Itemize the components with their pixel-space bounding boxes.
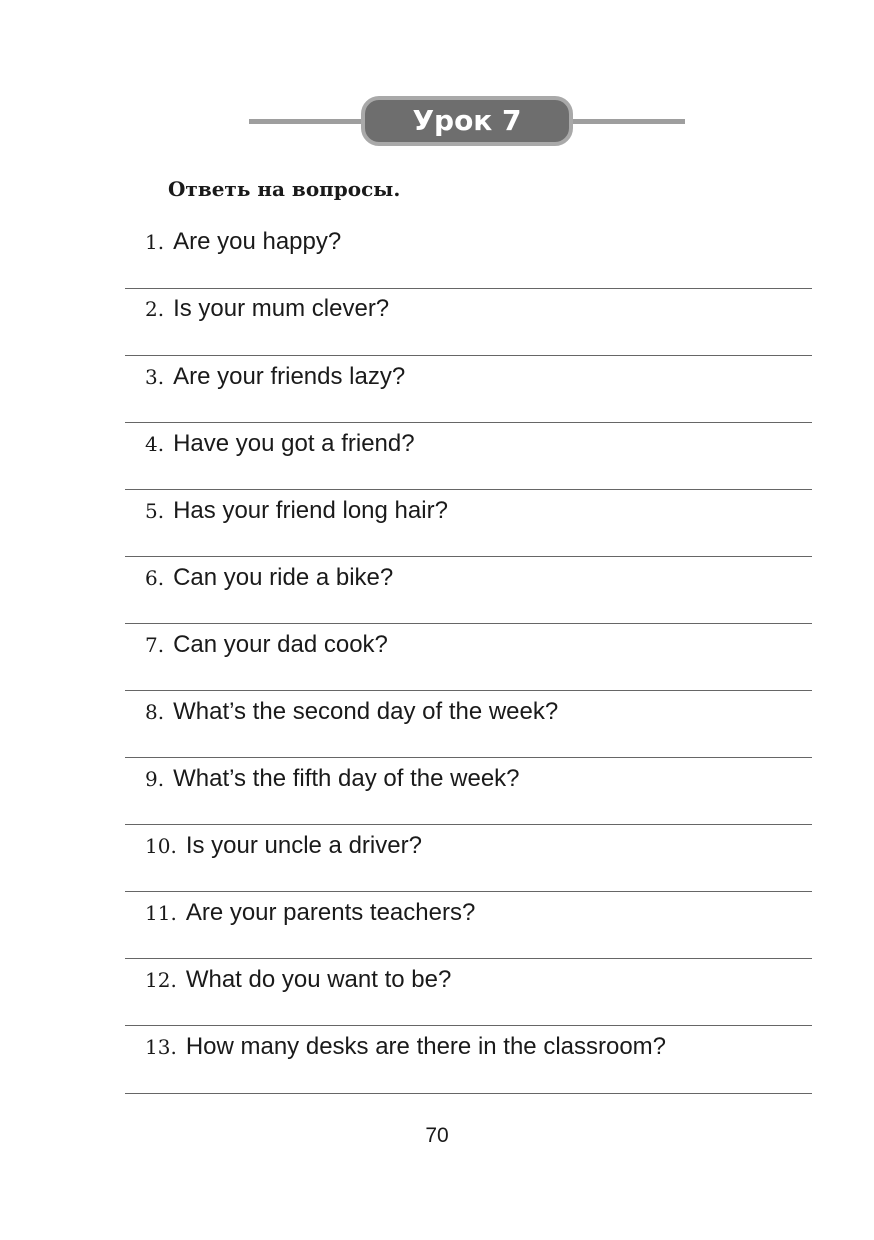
question-number: 6. [145,566,165,590]
question-item [145,899,475,927]
answer-line[interactable] [125,958,812,959]
question-item [145,698,558,726]
question-text: Can your dad cook? [173,631,388,658]
question-number: 5. [145,499,165,523]
instruction-heading: Ответь на вопросы. [168,177,401,201]
question-item [145,765,520,793]
question-number: 8. [145,700,165,724]
answer-line[interactable] [125,824,812,825]
question-item [145,295,389,323]
question-number: 7. [145,633,165,657]
question-number: 3. [145,365,165,389]
question-text: Have you got a friend? [173,430,415,457]
question-item [145,430,415,458]
answer-line[interactable] [125,690,812,691]
question-text: Has your friend long hair? [173,497,448,524]
question-text: Is your uncle a driver? [185,832,422,859]
header-rule-left [249,119,365,124]
page-number: 70 [425,1124,449,1147]
lesson-title-badge: Урок 7 [361,96,573,146]
answer-line[interactable] [125,1093,812,1094]
question-number: 2. [145,297,165,321]
question-text: Are you happy? [173,228,342,255]
question-item [145,363,405,391]
answer-line[interactable] [125,489,812,490]
question-text: How many desks are there in the classroom? [185,1033,667,1060]
answer-line[interactable] [125,757,812,758]
question-text: Are your friends lazy? [173,363,406,390]
question-text: What’s the fifth day of the week? [173,765,520,792]
answer-line[interactable] [125,1025,812,1026]
header-rule-right [570,119,685,124]
question-item [145,497,448,525]
question-item [145,966,451,994]
question-text: Are your parents teachers? [185,899,476,926]
question-number: 9. [145,767,165,791]
question-number: 13. [145,1035,177,1059]
question-text: Can you ride a bike? [173,564,394,591]
question-item [145,1033,666,1061]
question-item [145,564,393,592]
question-text: Is your mum clever? [173,295,390,322]
answer-line[interactable] [125,556,812,557]
question-number: 1. [145,230,165,254]
answer-line[interactable] [125,422,812,423]
question-text: What’s the second day of the week? [173,698,559,725]
question-text: What do you want to be? [185,966,452,993]
question-number: 4. [145,432,165,456]
question-number: 10. [145,834,177,858]
question-number: 11. [145,901,177,925]
question-item [145,631,388,659]
answer-line[interactable] [125,891,812,892]
question-number: 12. [145,968,177,992]
answer-line[interactable] [125,288,812,289]
question-item [145,832,422,860]
answer-line[interactable] [125,355,812,356]
answer-line[interactable] [125,623,812,624]
question-item [145,228,341,256]
